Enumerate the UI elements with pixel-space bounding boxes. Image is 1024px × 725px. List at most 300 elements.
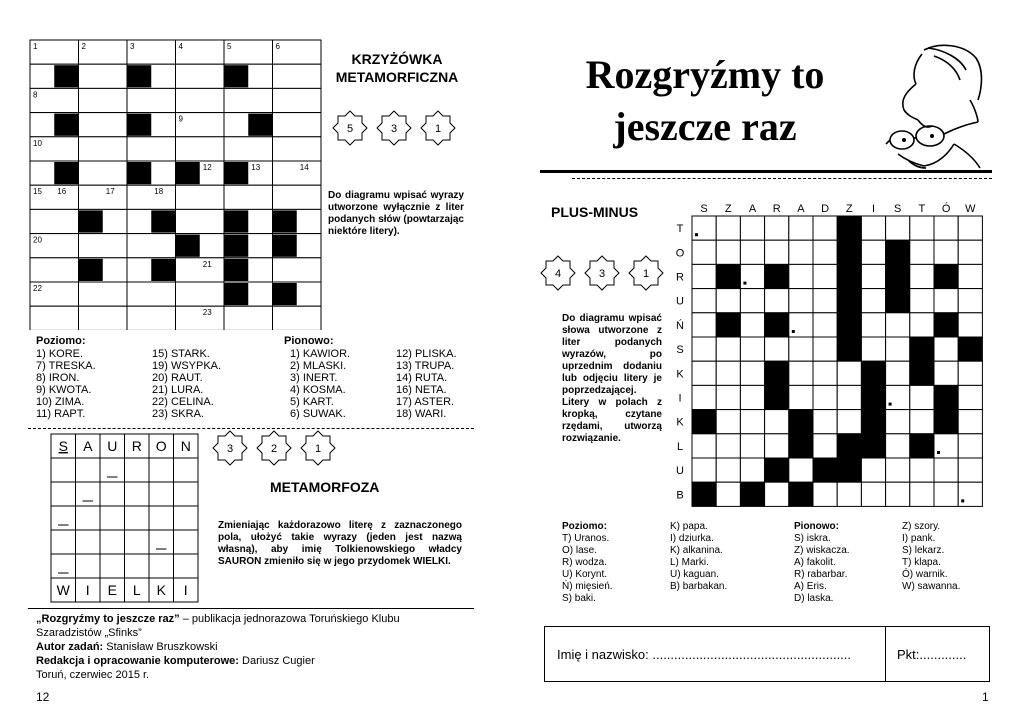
plusminus-row-letter: Ń	[676, 319, 684, 332]
plusminus-cell	[692, 313, 716, 337]
metamorfoza-cell	[76, 482, 101, 506]
plusminus-column-letter: Z	[724, 203, 732, 215]
crossword-number: 15	[33, 187, 42, 197]
crossword-number: 17	[105, 187, 115, 197]
metamorfoza-cell	[100, 458, 125, 482]
crossword-cell	[79, 306, 128, 330]
crossword-black-cell	[127, 114, 151, 136]
metamorfoza-top-letter: N	[180, 438, 191, 454]
metamorfoza-instructions: Zmieniając każdorazowo literę z zaznaczonego pola, ułożyć takie wyrazy (jeden jest nazwą własną), aby imię Tolkienowskiego władcy SAURON zmieniło się w jego przydomek WIELKI.	[218, 520, 462, 567]
plusminus-cell	[934, 337, 958, 361]
plusminus-column-letter: D	[821, 203, 830, 215]
plusminus-cell	[934, 434, 958, 458]
crossword-black-cell	[54, 65, 78, 87]
plusminus-cell	[692, 458, 716, 482]
metamorfoza-cell	[149, 482, 174, 506]
plusminus-cell	[910, 313, 934, 337]
crossword-pionowo-col1	[290, 348, 390, 420]
plusminus-black-cell	[886, 289, 910, 313]
plusminus-row-letter: I	[678, 392, 682, 405]
plusminus-row-letter: K	[676, 368, 684, 381]
plusminus-cell	[765, 289, 789, 313]
author-caricature-image	[884, 40, 988, 170]
plusminus-cell	[765, 434, 789, 458]
metamorfoza-cell	[51, 506, 76, 530]
metamorfoza-cell	[149, 554, 174, 578]
crossword-cell	[273, 258, 322, 282]
crossword-cell	[273, 64, 322, 88]
plusminus-row-letter: R	[676, 271, 684, 284]
crossword-title: KRZYŻÓWKA METAMORFICZNA	[335, 51, 459, 85]
plusminus-poziomo-col1	[562, 533, 662, 605]
plusminus-cell	[886, 385, 910, 409]
crossword-cell	[30, 258, 79, 282]
plusminus-cell	[958, 313, 982, 337]
crossword-cell	[79, 137, 128, 161]
crossword-cell	[127, 234, 176, 258]
clue-item: S) iskra.	[794, 533, 831, 544]
plusminus-column-letter: A	[797, 203, 805, 215]
plusminus-black-cell	[958, 337, 982, 361]
clue-item: R) rabarbar.	[794, 569, 848, 580]
name-field[interactable]: Imię i nazwisko: .......................................................	[557, 647, 852, 662]
plusminus-cell	[886, 410, 910, 434]
metamorfoza-cell	[125, 530, 150, 554]
crossword-cell	[79, 88, 128, 112]
metamorfoza-cell	[100, 554, 125, 578]
plusminus-cell	[765, 337, 789, 361]
metamorfoza-top-letter: R	[131, 438, 142, 454]
plusminus-row-letter: T	[676, 223, 684, 236]
plusminus-cell	[716, 289, 740, 313]
clue-item: 17) ASTER.	[396, 396, 455, 408]
publication-title: „Rozgryźmy to jeszcze raz”	[36, 613, 180, 625]
plusminus-black-cell	[886, 264, 910, 288]
crossword-cell	[273, 161, 322, 185]
metamorfoza-bottom-letter: L	[132, 582, 141, 598]
plusminus-dot-marker	[792, 330, 795, 333]
plusminus-black-cell	[789, 482, 813, 506]
divider-right-top	[540, 170, 992, 173]
crossword-number: 11	[178, 163, 187, 172]
plusminus-dot-marker	[743, 282, 746, 285]
crossword-number: 5	[227, 42, 232, 51]
clue-item: T) klapa.	[902, 557, 941, 568]
plusminus-black-cell	[692, 410, 716, 434]
clue-item: 13) TRUPA.	[396, 360, 455, 372]
crossword-cell	[273, 113, 322, 137]
plusminus-column-letter: I	[871, 203, 876, 215]
plusminus-cell	[886, 458, 910, 482]
plusminus-cell	[692, 240, 716, 264]
plusminus-row-letter: B	[676, 489, 684, 502]
crossword-cell	[127, 137, 176, 161]
crossword-cell	[79, 161, 128, 185]
plusminus-cell	[934, 289, 958, 313]
clue-item: Ń) mięsień.	[562, 581, 613, 592]
crossword-black-cell	[151, 259, 175, 281]
name-points-box	[544, 626, 990, 682]
plusminus-black-cell	[813, 458, 837, 482]
metamorfoza-cell	[51, 530, 76, 554]
difficulty-value: 1	[434, 123, 442, 135]
crossword-number: 9	[178, 114, 183, 124]
clue-item: K) alkanina.	[670, 545, 723, 556]
crossword-black-cell	[79, 259, 103, 281]
plusminus-cell	[740, 385, 764, 409]
crossword-cell	[79, 64, 128, 88]
plusminus-cell	[740, 216, 764, 240]
plusminus-title: PLUS-MINUS	[551, 204, 639, 220]
clue-item: B) barbakan.	[670, 581, 728, 592]
plusminus-cell	[740, 434, 764, 458]
plusminus-cell	[765, 216, 789, 240]
plusminus-black-cell	[789, 434, 813, 458]
clue-item: D) laska.	[794, 593, 834, 604]
crossword-cell	[30, 209, 79, 233]
crossword-cell	[176, 185, 225, 209]
crossword-black-cell	[273, 283, 297, 305]
plusminus-cell	[958, 410, 982, 434]
plusminus-cell	[910, 482, 934, 506]
plusminus-cell	[910, 216, 934, 240]
crossword-number: 22	[33, 284, 42, 293]
plusminus-black-cell	[837, 240, 861, 264]
plusminus-cell	[789, 385, 813, 409]
plusminus-cell	[910, 240, 934, 264]
clue-item: Z) wiskacza.	[794, 545, 850, 556]
plusminus-black-cell	[716, 264, 740, 288]
plusminus-dot-marker	[937, 451, 940, 454]
plusminus-cell	[886, 361, 910, 385]
plusminus-cell	[813, 337, 837, 361]
clue-item: 21) LURA.	[152, 384, 204, 396]
plusminus-cell	[716, 410, 740, 434]
plusminus-cell	[910, 289, 934, 313]
plusminus-cell	[789, 361, 813, 385]
plusminus-cell	[740, 240, 764, 264]
clue-item: 20) RAUT.	[152, 372, 203, 384]
page-number-left: 12	[36, 690, 50, 704]
plusminus-cell	[934, 240, 958, 264]
plusminus-row-letter: U	[676, 465, 684, 478]
plusminus-grid	[672, 198, 990, 508]
crossword-cell	[176, 209, 225, 233]
plusminus-pionowo-label: Pionowo:	[794, 521, 839, 532]
metamorfoza-title: METAMORFOZA	[270, 479, 380, 495]
crossword-black-cell	[79, 210, 103, 232]
plusminus-cell	[813, 264, 837, 288]
author-label: Autor zadań:	[36, 641, 104, 653]
crossword-black-cell	[54, 162, 78, 184]
clue-item: S) baki.	[562, 593, 596, 604]
plusminus-cell	[716, 385, 740, 409]
plusminus-black-cell	[692, 482, 716, 506]
metamorfoza-cell	[76, 506, 101, 530]
crossword-cell	[224, 137, 273, 161]
crossword-grid	[28, 38, 324, 330]
crossword-black-cell	[54, 114, 78, 136]
crossword-number: 6	[275, 42, 280, 51]
metamorfoza-top-letter: U	[107, 438, 118, 454]
metamorfoza-cell	[51, 554, 76, 578]
plusminus-column-letter: W	[965, 203, 976, 215]
plusminus-black-cell	[789, 410, 813, 434]
difficulty-value: 1	[642, 268, 650, 280]
plusminus-cell	[740, 458, 764, 482]
crossword-cell	[176, 258, 225, 282]
crossword-cell	[224, 88, 273, 112]
plusminus-cell	[861, 313, 885, 337]
crossword-cell	[127, 88, 176, 112]
plusminus-cell	[958, 361, 982, 385]
plusminus-instructions: Do diagramu wpisać słowa utworzone z liter podanych wyrazów, po uprzednim dodaniu lub odjęciu litery je poprzedzającej. Litery w polach z kropką, czytane rzędami, utworzą rozwiązanie.	[562, 313, 662, 444]
plusminus-cell	[765, 410, 789, 434]
crossword-pionowo-col2	[396, 348, 476, 420]
plusminus-black-cell	[861, 410, 885, 434]
plusminus-black-cell	[740, 482, 764, 506]
clue-item: K) papa.	[670, 521, 708, 532]
crossword-poziomo-col2	[152, 348, 262, 420]
plusminus-column-letter: Z	[845, 203, 853, 215]
plusminus-cell	[813, 216, 837, 240]
plusminus-cell	[910, 410, 934, 434]
crossword-black-cell	[248, 114, 272, 136]
crossword-number: 16	[57, 187, 67, 197]
metamorfoza-bottom-letter: I	[85, 582, 90, 598]
clue-item: 12) PLISKA.	[396, 348, 457, 360]
plusminus-row-letter: L	[676, 440, 684, 453]
plusminus-black-cell	[837, 313, 861, 337]
clue-item: S) lekarz.	[902, 545, 945, 556]
plusminus-difficulty-stars	[540, 253, 670, 293]
plusminus-cell	[813, 410, 837, 434]
crossword-cell	[127, 306, 176, 330]
plusminus-black-cell	[886, 240, 910, 264]
metamorfoza-cell	[174, 482, 199, 506]
crossword-cell	[176, 88, 225, 112]
plusminus-black-cell	[765, 458, 789, 482]
metamorfoza-cell	[125, 458, 150, 482]
crossword-cell	[127, 282, 176, 306]
crossword-cell	[79, 113, 128, 137]
metamorfoza-cell	[174, 506, 199, 530]
metamorfoza-bottom-letter: I	[183, 582, 188, 598]
plusminus-cell	[716, 458, 740, 482]
plusminus-cell	[886, 313, 910, 337]
crossword-cell	[79, 282, 128, 306]
clue-item: U) Korynt.	[562, 569, 608, 580]
clue-item: R) wodza.	[562, 557, 608, 568]
plusminus-cell	[765, 240, 789, 264]
metamorfoza-bottom-letter: E	[107, 582, 117, 598]
crossword-number: 12	[202, 163, 212, 172]
clue-item: 10) ZIMA.	[36, 396, 85, 408]
plusminus-column-letter: R	[772, 203, 781, 215]
clue-item: 2) MLASKI.	[290, 360, 347, 372]
plusminus-row-letter: S	[676, 344, 684, 357]
metamorfoza-bottom-letter: K	[156, 582, 166, 598]
clue-item: 8) IRON.	[36, 372, 80, 384]
plusminus-black-cell	[837, 337, 861, 361]
clue-item: U) kaguan.	[670, 569, 719, 580]
plusminus-cell	[789, 313, 813, 337]
plusminus-cell	[886, 337, 910, 361]
crossword-cell	[273, 306, 322, 330]
difficulty-value: 3	[226, 443, 234, 455]
plusminus-cell	[740, 289, 764, 313]
plusminus-cell	[861, 337, 885, 361]
crossword-cell	[273, 137, 322, 161]
crossword-number: 19	[154, 211, 164, 221]
clue-item: 19) WSYPKA.	[152, 360, 222, 372]
plusminus-dot-marker	[889, 403, 892, 406]
plusminus-cell	[716, 240, 740, 264]
difficulty-value: 5	[346, 123, 354, 135]
metamorfoza-cell	[149, 506, 174, 530]
plusminus-black-cell	[934, 313, 958, 337]
crossword-black-cell	[224, 65, 248, 87]
plusminus-cell	[958, 434, 982, 458]
plusminus-cell	[789, 240, 813, 264]
plusminus-cell	[886, 216, 910, 240]
crossword-number: 1	[33, 42, 38, 51]
metamorfoza-cell	[51, 458, 76, 482]
plusminus-cell	[861, 216, 885, 240]
points-field[interactable]: Pkt:.............	[897, 647, 967, 662]
crossword-black-cell	[176, 235, 200, 257]
metamorfoza-cell	[125, 554, 150, 578]
crossword-number: 2	[81, 42, 86, 51]
plusminus-cell	[910, 264, 934, 288]
plusminus-cell	[692, 385, 716, 409]
plusminus-black-cell	[716, 313, 740, 337]
plusminus-cell	[740, 337, 764, 361]
plusminus-column-letter: S	[894, 203, 902, 215]
plusminus-cell	[813, 361, 837, 385]
crossword-cell	[79, 234, 128, 258]
main-title-line2: jeszcze raz	[613, 104, 797, 149]
clue-item: 14) RUTA.	[396, 372, 448, 384]
plusminus-cell	[837, 385, 861, 409]
crossword-number: 10	[33, 138, 42, 148]
clue-item: 6) SUWAK.	[290, 408, 346, 420]
plusminus-black-cell	[910, 434, 934, 458]
crossword-number: 13	[251, 163, 261, 172]
plusminus-cell	[934, 361, 958, 385]
plusminus-black-cell	[765, 361, 789, 385]
metamorfoza-grid	[50, 433, 202, 603]
metamorfoza-cell	[149, 458, 174, 482]
plusminus-black-cell	[910, 337, 934, 361]
metamorfoza-top-letter: O	[155, 438, 167, 454]
plusminus-black-cell	[765, 264, 789, 288]
plusminus-cell	[716, 434, 740, 458]
plusminus-cell	[813, 240, 837, 264]
plusminus-black-cell	[837, 289, 861, 313]
crossword-black-cell	[224, 283, 248, 305]
metamorfoza-difficulty-stars	[212, 428, 342, 468]
clue-item: 1) KAWIOR.	[290, 348, 351, 360]
editor-label: Redakcja i opracowanie komputerowe:	[36, 655, 239, 667]
clue-item: L) Marki.	[670, 557, 709, 568]
points-divider	[885, 627, 886, 681]
crossword-difficulty-stars	[332, 108, 462, 148]
crossword-cell	[273, 185, 322, 209]
metamorfoza-cell	[125, 482, 150, 506]
difficulty-value: 2	[270, 443, 278, 455]
plusminus-cell	[958, 385, 982, 409]
page-number-right: 1	[982, 690, 989, 704]
metamorfoza-cell	[100, 506, 125, 530]
metamorfoza-cell	[51, 482, 76, 506]
difficulty-value: 3	[598, 268, 606, 280]
plusminus-cell	[740, 361, 764, 385]
metamorfoza-cell	[125, 506, 150, 530]
clue-item: T) Uranos.	[562, 533, 610, 544]
metamorfoza-cell	[76, 554, 101, 578]
plusminus-cell	[716, 216, 740, 240]
crossword-black-cell	[224, 235, 248, 257]
crossword-number: 20	[33, 235, 42, 245]
crossword-cell	[176, 64, 225, 88]
crossword-pionowo-label: Pionowo:	[284, 335, 334, 347]
plusminus-black-cell	[837, 264, 861, 288]
plusminus-cell	[740, 313, 764, 337]
crossword-instructions: Do diagramu wpisać wyrazy utworzone wyłącznie z liter podanych słów (powtarzając niektóre litery).	[328, 190, 464, 237]
clue-item: 11) RAPT.	[36, 408, 86, 420]
clue-item: 7) TRESKA.	[36, 360, 96, 372]
plusminus-cell	[813, 385, 837, 409]
plusminus-cell	[934, 458, 958, 482]
plusminus-column-letter: S	[700, 203, 708, 215]
plusminus-column-letter: T	[918, 203, 926, 215]
plusminus-cell	[813, 482, 837, 506]
plusminus-cell	[716, 337, 740, 361]
clue-item: W) sawanna.	[902, 581, 961, 592]
metamorfoza-cell	[76, 458, 101, 482]
plusminus-pionowo-col1	[794, 533, 894, 605]
plusminus-black-cell	[837, 434, 861, 458]
plusminus-poziomo-col2	[670, 521, 770, 593]
plusminus-black-cell	[934, 264, 958, 288]
divider-right-top-dashed	[572, 178, 992, 180]
place-date: Toruń, czerwiec 2015 r.	[36, 669, 150, 681]
difficulty-value: 4	[554, 268, 562, 280]
difficulty-value: 1	[314, 443, 322, 455]
crossword-number: 8	[33, 90, 38, 100]
clue-item: 4) KOSMA.	[290, 384, 346, 396]
editor-name: Dariusz Cugier	[238, 655, 315, 667]
metamorfoza-cell	[100, 482, 125, 506]
plusminus-cell	[837, 361, 861, 385]
crossword-number: 3	[130, 42, 135, 51]
author-name: Stanisław Bruszkowski	[103, 641, 218, 653]
plusminus-row-letter: K	[676, 416, 684, 429]
crossword-cell	[176, 137, 225, 161]
plusminus-black-cell	[934, 385, 958, 409]
clue-item: A) Eris.	[794, 581, 827, 592]
plusminus-cell	[716, 361, 740, 385]
plusminus-cell	[813, 289, 837, 313]
plusminus-cell	[861, 482, 885, 506]
plusminus-dot-marker	[961, 499, 964, 502]
plusminus-cell	[958, 289, 982, 313]
plusminus-cell	[886, 434, 910, 458]
clue-item: 5) KART.	[290, 396, 334, 408]
clue-item: 9) KWOTA.	[36, 384, 92, 396]
plusminus-cell	[765, 482, 789, 506]
